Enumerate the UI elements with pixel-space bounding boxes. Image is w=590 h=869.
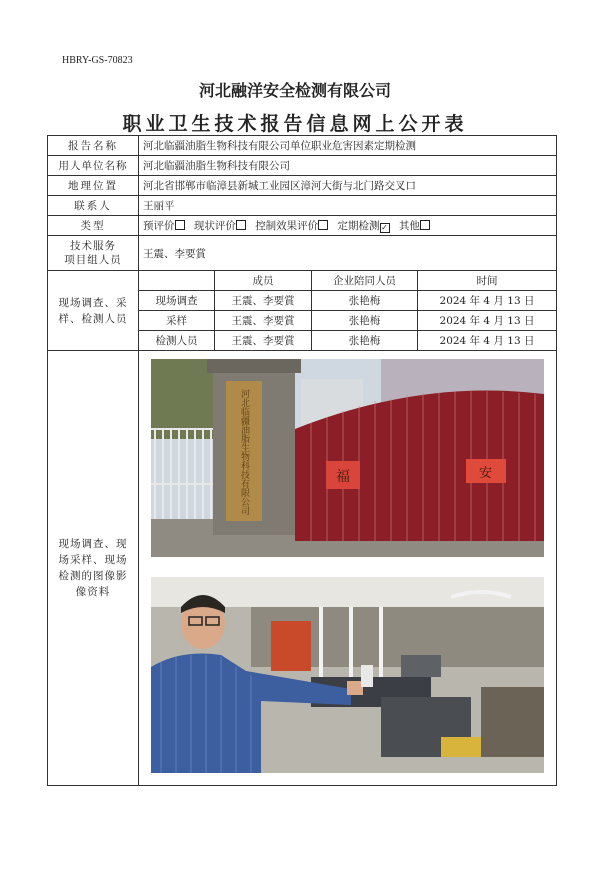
report-name-label: 报告名称 [48,136,139,156]
type-option-control-eval: 控制效果评价 [255,220,334,232]
checkbox-pre-eval [175,220,185,230]
gate-photo [151,359,544,557]
survey-company-person: 张艳梅 [312,311,418,331]
images-cell [139,351,557,786]
survey-label: 现场调查、采 样、检测人员 [48,271,139,351]
survey-header-row [48,271,557,291]
location-value: 河北省邯郸市临漳县新城工业园区漳河大街与北门路交叉口 [139,176,557,196]
survey-header-member: 成员 [215,271,312,291]
checkbox-other [420,220,430,230]
survey-member: 王震、李要賞 [215,311,312,331]
row-location [48,176,557,196]
survey-header-blank [139,271,215,291]
gate-char-left: 福 [336,469,350,485]
report-name-value: 河北临疆油脂生物科技有限公司单位职业危害因素定期检测 [139,136,557,156]
technician-photo [151,577,544,773]
checkbox-status-eval [236,220,246,230]
type-option-status-eval: 现状评价 [194,220,252,232]
row-images [48,351,557,786]
employer-label: 用人单位名称 [48,156,139,176]
gate-char-right: 安 [479,466,493,481]
survey-time: 2024 年 4 月 13 日 [418,291,557,311]
survey-member: 王震、李要賞 [215,291,312,311]
page-title: 职业卫生技术报告信息网上公开表 [122,113,468,135]
survey-header-time: 时间 [418,271,557,291]
survey-header-company-person: 企业陪同人员 [312,271,418,291]
survey-role: 检测人员 [139,331,215,351]
row-employer [48,156,557,176]
row-type [48,216,557,236]
checkbox-control-eval [318,220,328,230]
row-contact [48,196,557,216]
type-label: 类型 [48,216,139,236]
survey-role: 采样 [139,311,215,331]
type-option-periodic: 定期检测 ✓ [337,220,388,232]
type-option-other: 其他 [399,220,436,232]
images-label: 现场调查、现 场采样、现场 检测的图像影 像资料 [48,351,139,786]
row-team [48,236,557,271]
employer-value: 河北临疆油脂生物科技有限公司 [139,156,557,176]
checkbox-periodic-checked-icon: ✓ [381,223,388,232]
team-value: 王震、李要賞 [139,236,557,271]
contact-value: 王丽平 [139,196,557,216]
survey-company-person: 张艳梅 [312,291,418,311]
survey-time: 2024 年 4 月 13 日 [418,311,557,331]
type-options [139,216,557,236]
survey-company-person: 张艳梅 [312,331,418,351]
contact-label: 联系人 [48,196,139,216]
gate-sign-text: 河北临疆油脂生物科技有限公司 [239,389,249,515]
survey-member: 王震、李要賞 [215,331,312,351]
team-label: 技术服务 项目组人员 [48,236,139,271]
row-report-name [48,136,557,156]
survey-time: 2024 年 4 月 13 日 [418,331,557,351]
document-number: HBRY-GS-70823 [62,55,133,66]
company-name: 河北融洋安全检测有限公司 [198,81,391,100]
survey-role: 现场调查 [139,291,215,311]
info-table [47,135,557,786]
type-option-pre-eval: 预评价 [143,220,191,232]
location-label: 地理位置 [48,176,139,196]
